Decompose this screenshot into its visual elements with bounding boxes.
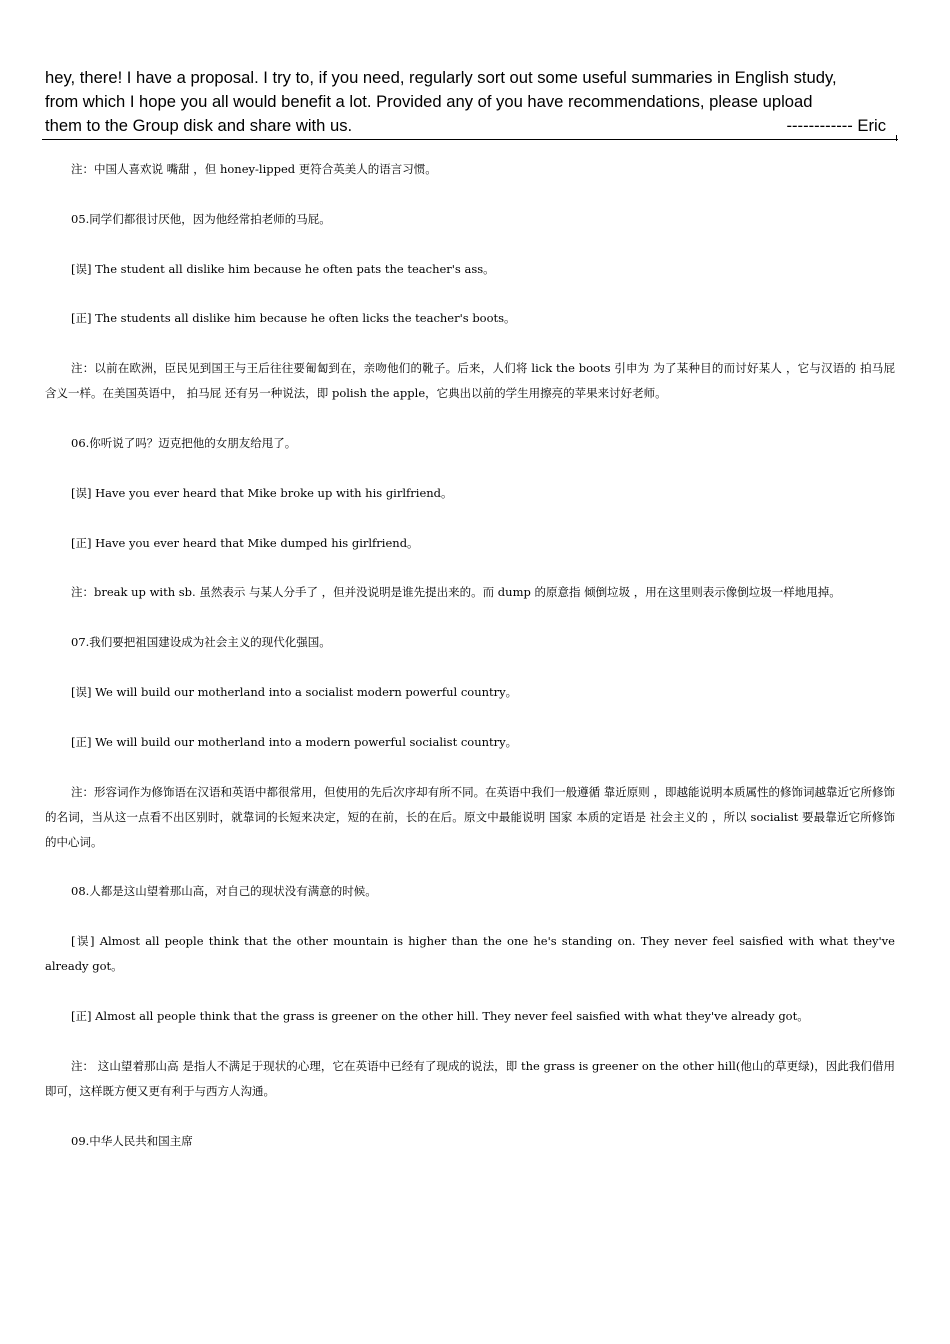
paragraph-note-honey-lipped: 注：中国人喜欢说 嘴甜 ，但 honey-lipped 更符合英美人的语言习惯。	[71, 162, 437, 176]
header-divider-tick	[896, 135, 897, 141]
paragraph-note-06: 注：break up with sb. 虽然表示 与某人分手了 ，但并没说明是谁先提出来的。而 dump 的原意指 倾倒垃圾 ，用在这里则表示像倒垃圾一样地甩掉。	[71, 585, 841, 600]
header-signature: ------------ Eric	[786, 116, 886, 135]
paragraph-wrong-05: [误] The student all dislike him because he often pats the teacher's ass。	[71, 261, 495, 276]
header-divider	[42, 139, 898, 140]
paragraph-item-09: 09.中华人民共和国主席	[71, 1133, 193, 1148]
paragraph-item-06: 06.你听说了吗？迈克把他的女朋友给甩了。	[71, 435, 297, 450]
document-body	[45, 157, 895, 1178]
paragraph-wrong-08: [误] Almost all people think that the other mountain is higher than the one he's standing on. They never feel saisfied with what they've already got。	[45, 934, 895, 974]
paragraph-right-07: [正] We will build our motherland into a modern powerful socialist country。	[71, 734, 518, 749]
header-line-1: hey, there! I have a proposal. I try to, if you need, regularly sort out some useful summaries in English study,	[45, 68, 837, 87]
paragraph-item-07: 07.我们要把祖国建设成为社会主义的现代化强国。	[71, 635, 331, 650]
paragraph-item-05: 05.同学们都很讨厌他，因为他经常拍老师的马屁。	[71, 211, 331, 226]
paragraph-note-07: 注：形容词作为修饰语在汉语和英语中都很常用，但使用的先后次序却有所不同。在英语中我们一般遵循 靠近原则 ，即越能说明本质属性的修饰词越靠近它所修饰的名词，当从这一点看不出区别时，就靠词的长短来决定，短的在前，长的在后。原文中最能说明 国家 本质的定语是 社会主义的 ，所以 socialist 要最靠近它所修饰的中心词。	[45, 784, 895, 849]
paragraph-right-05: [正] The students all dislike him because he often licks the teacher's boots。	[71, 311, 516, 326]
header-line-2: from which I hope you all would benefit a lot. Provided any of you have recommendations, please upload	[45, 92, 813, 111]
paragraph-note-08: 注： 这山望着那山高 是指人不满足于现状的心理，它在英语中已经有了现成的说法，即 the grass is greener on the other hill(他山的草更绿)，因此我们借用即可，这样既方便又更有利于与西方人沟通。	[45, 1058, 895, 1098]
paragraph-wrong-07: [误] We will build our motherland into a socialist modern powerful country。	[71, 684, 518, 699]
header-line-3	[45, 114, 898, 138]
paragraph-right-06: [正] Have you ever heard that Mike dumped his girlfriend。	[71, 535, 419, 550]
paragraph-note-05: 注：以前在欧洲，臣民见到国王与王后往往要匍匐到在，亲吻他们的靴子。后来，人们将 lick the boots 引申为 为了某种目的而讨好某人 ，它与汉语的 拍马屁 含义一样。在美国英语中， 拍马屁 还有另一种说法，即 polish the apple，它典出以前的学生用擦亮的苹果来讨好老师。	[45, 361, 895, 401]
header-note	[45, 66, 898, 138]
paragraph-item-08: 08.人都是这山望着那山高，对自己的现状没有满意的时候。	[71, 884, 377, 899]
paragraph-right-08: [正] Almost all people think that the grass is greener on the other hill. They never feel saisfied with what they've already got。	[71, 1008, 809, 1023]
header-line-3-text: them to the Group disk and share with us.	[45, 116, 353, 135]
paragraph-wrong-06: [误] Have you ever heard that Mike broke up with his girlfriend。	[71, 485, 453, 500]
